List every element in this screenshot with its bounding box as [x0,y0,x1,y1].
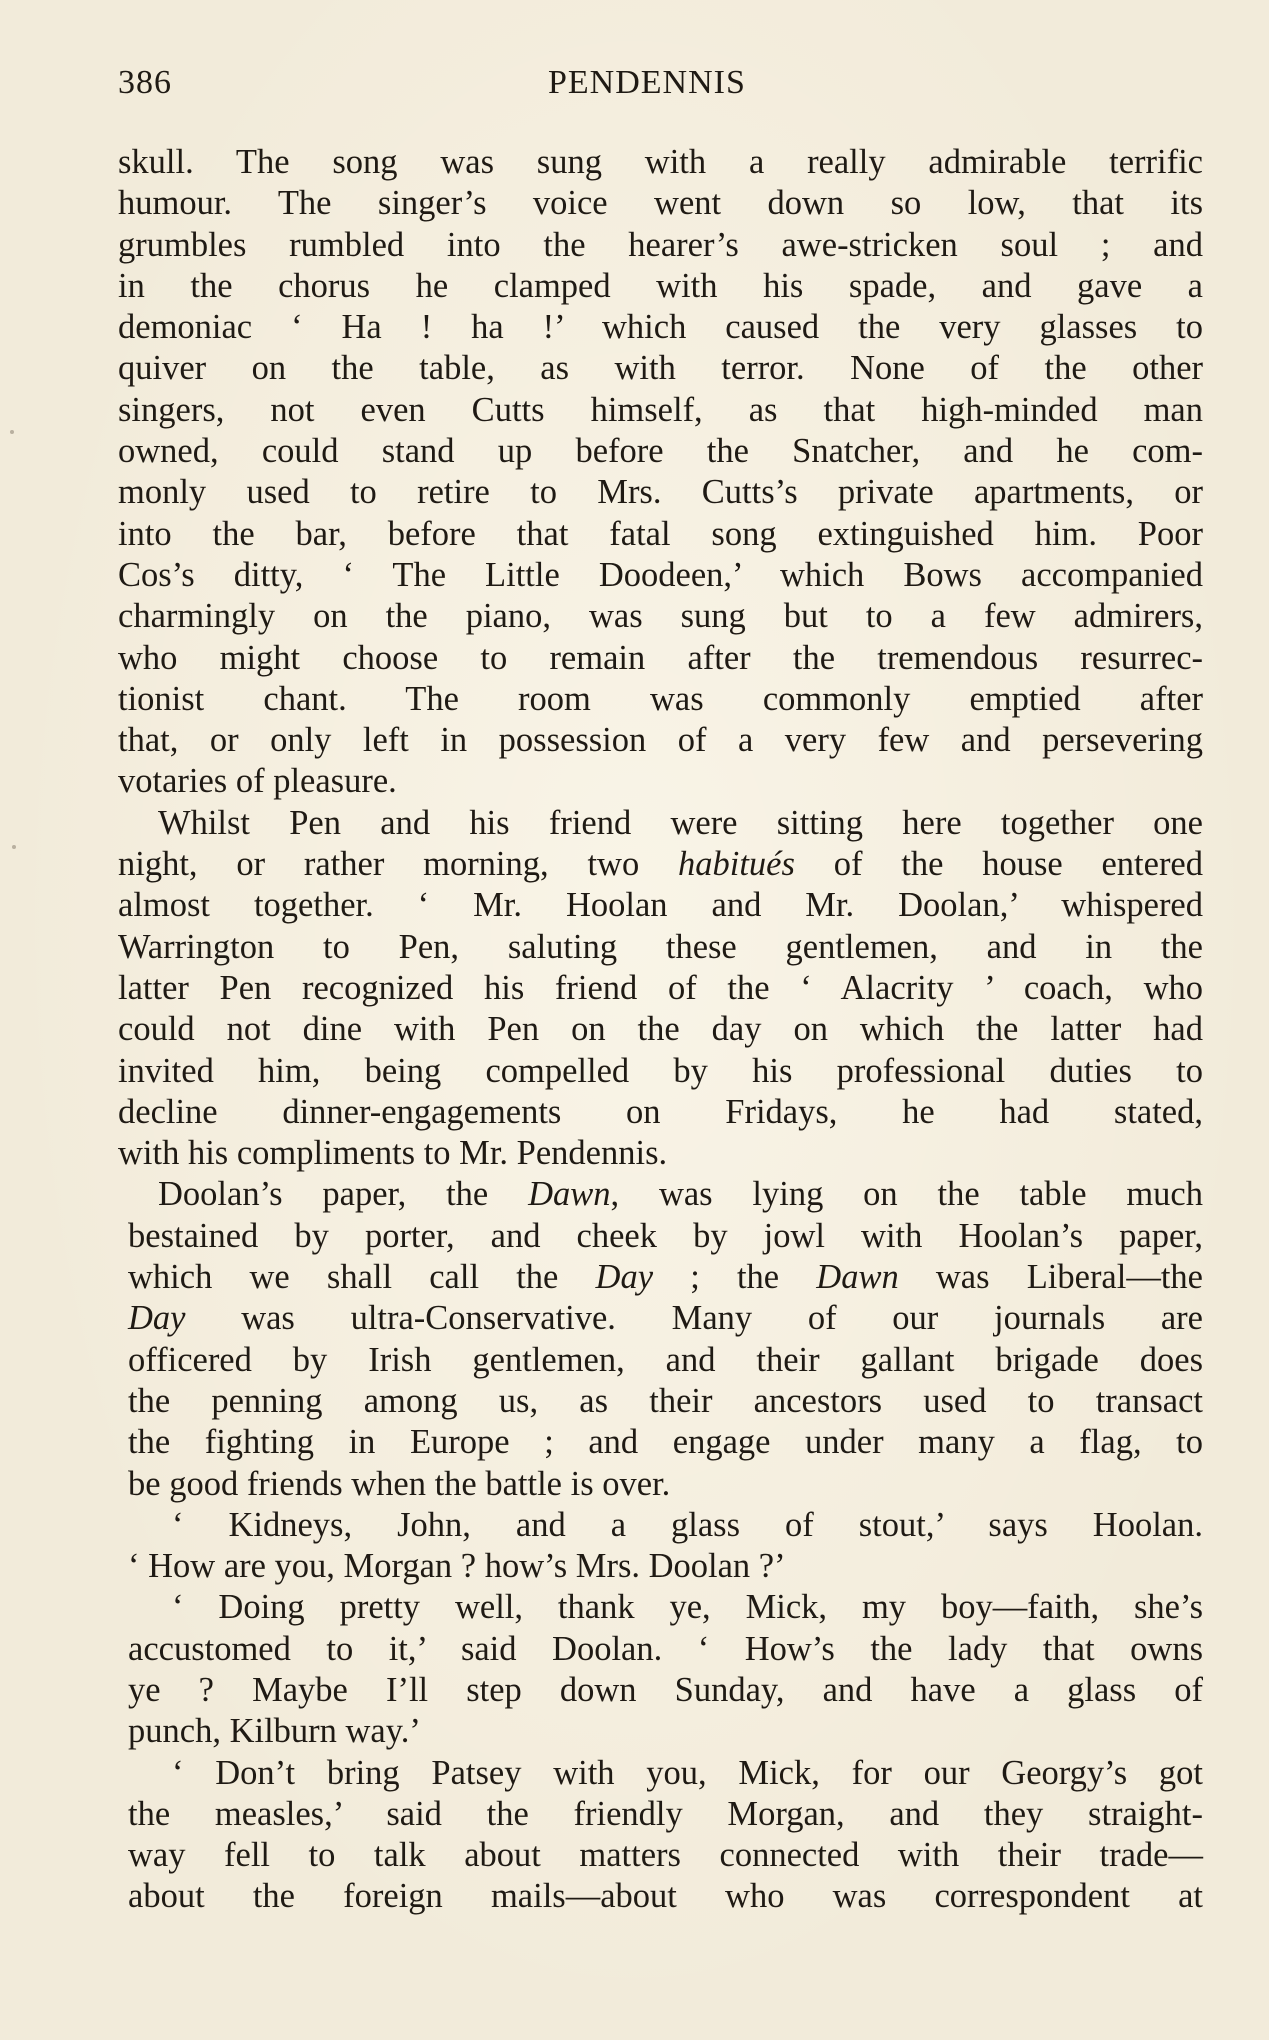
text-line: Warrington to Pen, saluting these gentlemen, and in the [118,927,1203,966]
text-line: about the foreign mails—about who was correspondent at [128,1877,1203,1916]
text-line: ye ? Maybe I’ll step down Sunday, and have a glass of [128,1670,1203,1709]
text-line: latter Pen recognized his friend of the ‘ Alacrity ’ coach, who [118,968,1203,1007]
text-line: into the bar, before that fatal song extinguished him. Poor [118,514,1203,553]
text-line: grumbles rumbled into the hearer’s awe-stricken soul ; and [118,225,1203,264]
paragraph-end-line: punch, Kilburn way.’ [128,1712,421,1751]
running-title: PENDENNIS [548,64,746,101]
text-line: humour. The singer’s voice went down so low, that its [118,184,1203,223]
text-line: in the chorus he clamped with his spade, and gave a [118,266,1203,305]
text-line: owned, could stand up before the Snatcher, and he com- [118,432,1203,471]
paper-speck [10,430,14,434]
text-line: who might choose to remain after the tremendous resurrec- [118,638,1203,677]
paragraph-start-line: ‘ Doing pretty well, thank ye, Mick, my boy—faith, she’s [172,1588,1203,1627]
text-line: Cos’s ditty, ‘ The Little Doodeen,’ which Bows accompanied [118,555,1203,594]
page-header [118,64,1203,114]
text-line: charmingly on the piano, was sung but to a few admirers, [118,597,1203,636]
paragraph-start-line: Whilst Pen and his friend were sitting here together one [158,803,1203,842]
paragraph-end-line: ‘ How are you, Morgan ? how’s Mrs. Doolan ?’ [128,1547,786,1586]
text-line: almost together. ‘ Mr. Hoolan and Mr. Doolan,’ whispered [118,886,1203,925]
text-line: invited him, being compelled by his professional duties to [118,1051,1203,1090]
paragraph-end-line: be good friends when the battle is over. [128,1464,671,1503]
text-line: bestained by porter, and cheek by jowl with Hoolan’s paper, [128,1216,1203,1255]
text-line: decline dinner-engagements on Fridays, he had stated, [118,1092,1203,1131]
page-number: 386 [118,64,172,101]
text-line: the fighting in Europe ; and engage under many a flag, to [128,1423,1203,1462]
paper-speck [12,845,16,849]
page-body [118,142,1203,1918]
text-line: skull. The song was sung with a really admirable terrific [118,143,1203,181]
text-line: tionist chant. The room was commonly emptied after [118,679,1203,718]
text-line: which we shall call the Day ; the Dawn was Liberal—the [128,1258,1203,1297]
text-line: Day was ultra-Conservative. Many of our journals are [128,1299,1203,1338]
paragraph-start-line: ‘ Kidneys, John, and a glass of stout,’ says Hoolan. [172,1505,1203,1544]
text-line: monly used to retire to Mrs. Cutts’s private apartments, or [118,473,1203,512]
text-line: demoniac ‘ Ha ! ha !’ which caused the very glasses to [118,308,1203,347]
text-line: could not dine with Pen on the day on which the latter had [118,1010,1203,1049]
text-line: that, or only left in possession of a very few and persevering [118,721,1203,760]
text-line: accustomed to it,’ said Doolan. ‘ How’s the lady that owns [128,1629,1203,1668]
text-line: officered by Irish gentlemen, and their gallant brigade does [128,1340,1203,1379]
paragraph-start-line: Doolan’s paper, the Dawn, was lying on the table much [158,1175,1203,1214]
text-line: way fell to talk about matters connected with their trade— [128,1836,1203,1875]
text-line: the measles,’ said the friendly Morgan, and they straight- [128,1794,1203,1833]
text-line: quiver on the table, as with terror. None of the other [118,349,1203,388]
text-line: singers, not even Cutts himself, as that high-minded man [118,390,1203,429]
text-line: the penning among us, as their ancestors used to transact [128,1381,1203,1420]
paragraph-end-line: votaries of pleasure. [118,762,397,801]
paragraph-end-line: with his compliments to Mr. Pendennis. [118,1134,668,1173]
paragraph-start-line: ‘ Don’t bring Patsey with you, Mick, for our Georgy’s got [172,1753,1203,1792]
text-line: night, or rather morning, two habitués of the house entered [118,845,1203,884]
